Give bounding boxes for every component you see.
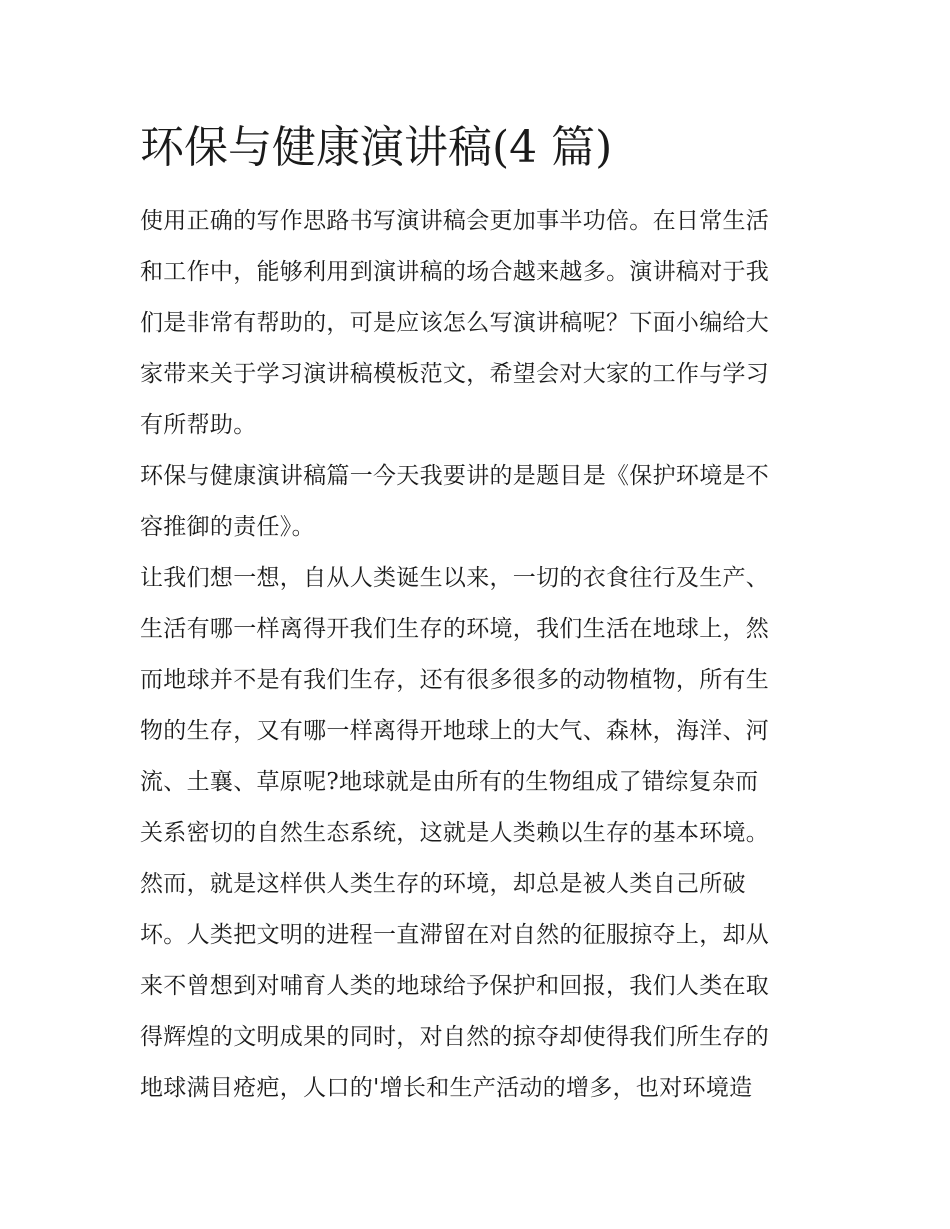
body-text-line: 使用正确的写作思路书写演讲稿会更加事半功倍。在日常生活 [140,208,770,234]
body-text-line: 地球满目疮疤，人口的'增长和生产活动的增多，也对环境造 [140,1075,753,1101]
body-text-line: 们是非常有帮助的，可是应该怎么写演讲稿呢？下面小编给大 [140,310,770,336]
body-text-line: 生活有哪一样离得开我们生存的环境，我们生活在地球上，然 [140,616,770,642]
document-title: 环保与健康演讲稿(4 篇) [140,122,613,173]
body-text-line: 让我们想一想，自从人类诞生以来，一切的衣食往行及生产、 [140,565,770,591]
body-text-line: 得辉煌的文明成果的同时，对自然的掠夺却使得我们所生存的 [140,1024,770,1050]
body-text-line: 而地球并不是有我们生存，还有很多很多的动物植物，所有生 [140,667,770,693]
body-text-line: 流、土襄、草原呢?地球就是由所有的生物组成了错综复杂而 [140,769,759,795]
body-text-line: 来不曾想到对哺育人类的地球给予保护和回报，我们人类在取 [140,973,770,999]
body-text-line: 关系密切的自然生态系统，这就是人类赖以生存的基本环境。 [140,820,770,846]
body-text-line: 坏。人类把文明的进程一直滞留在对自然的征服掠夺上，却从 [140,922,770,948]
body-text-line: 和工作中，能够利用到演讲稿的场合越来越多。演讲稿对于我 [140,259,770,285]
body-text-line: 有所帮助。 [140,412,257,438]
body-text-line: 家带来关于学习演讲稿模板范文，希望会对大家的工作与学习 [140,361,770,387]
body-text-line: 容推御的责任》。 [140,514,315,540]
body-text-line: 物的生存，又有哪一样离得开地球上的大气、森林，海洋、河 [140,718,770,744]
body-text-line: 然而，就是这样供人类生存的环境，却总是被人类自己所破 [140,871,746,897]
body-text-line: 环保与健康演讲稿篇一今天我要讲的是题目是《保护环境是不 [140,463,770,489]
